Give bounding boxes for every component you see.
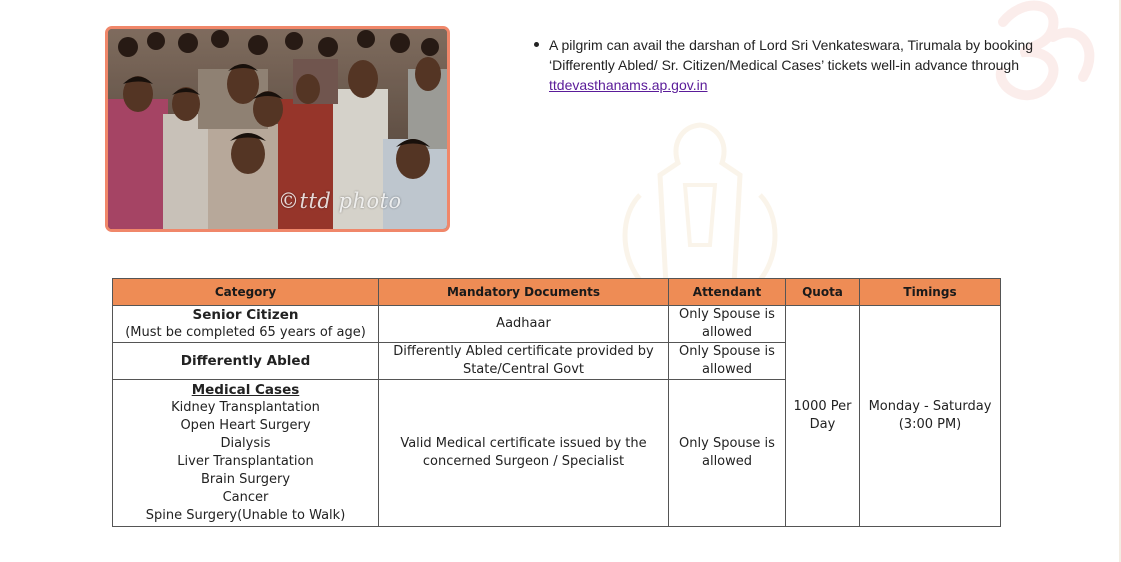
deity-silhouette-icon xyxy=(600,115,800,285)
documents-cell: Differently Abled certificate provided by State/Central Govt xyxy=(379,343,669,380)
timings-cell xyxy=(860,306,1001,527)
documents-cell: Aadhaar xyxy=(379,306,669,343)
darshan-quota-table xyxy=(112,278,1001,527)
booking-website-link[interactable]: ttdevasthanams.ap.gov.in xyxy=(549,77,708,93)
medical-case-item: Spine Surgery(Unable to Walk) xyxy=(145,508,346,523)
header-documents: Mandatory Documents xyxy=(379,279,669,306)
category-title: Medical Cases xyxy=(191,382,300,398)
header-category: Category xyxy=(113,279,379,306)
category-title: Senior Citizen xyxy=(192,307,299,323)
medical-case-item: Dialysis xyxy=(220,436,271,451)
category-subtitle: (Must be completed 65 years of age) xyxy=(125,325,366,340)
category-cell xyxy=(113,380,379,527)
header-timings: Timings xyxy=(860,279,1001,306)
attendant-cell: Only Spouse is allowed xyxy=(669,380,786,527)
category-cell xyxy=(113,343,379,380)
category-cell xyxy=(113,306,379,343)
attendant-cell: Only Spouse is allowed xyxy=(669,343,786,380)
quota-cell: 1000 Per Day xyxy=(786,306,860,527)
medical-case-item: Cancer xyxy=(222,490,269,505)
pilgrims-photo xyxy=(105,26,450,232)
medical-case-item: Kidney Transplantation xyxy=(171,400,320,415)
photo-watermark-caption: ©ttd photo xyxy=(278,189,402,213)
header-attendant: Attendant xyxy=(669,279,786,306)
header-quota: Quota xyxy=(786,279,860,306)
info-text: A pilgrim can avail the darshan of Lord Sri Venkateswara, Tirumala by booking ‘Differently Abled/ Sr. Citizen/Medical Cases’ tickets well-in advance through xyxy=(549,37,1034,73)
bullet-dot-icon xyxy=(534,42,539,47)
category-title: Differently Abled xyxy=(180,353,311,369)
attendant-cell: Only Spouse is allowed xyxy=(669,306,786,343)
medical-case-item: Brain Surgery xyxy=(200,472,291,487)
documents-cell: Valid Medical certificate issued by the concerned Surgeon / Specialist xyxy=(379,380,669,527)
info-list-item xyxy=(531,35,1051,95)
info-list xyxy=(531,35,1051,95)
timings-time: (3:00 PM) xyxy=(898,417,962,432)
table-row xyxy=(113,306,1001,343)
medical-case-item: Liver Transplantation xyxy=(177,454,314,469)
medical-case-item: Open Heart Surgery xyxy=(180,418,311,433)
timings-days: Monday - Saturday xyxy=(868,399,992,414)
table-header-row xyxy=(113,279,1001,306)
